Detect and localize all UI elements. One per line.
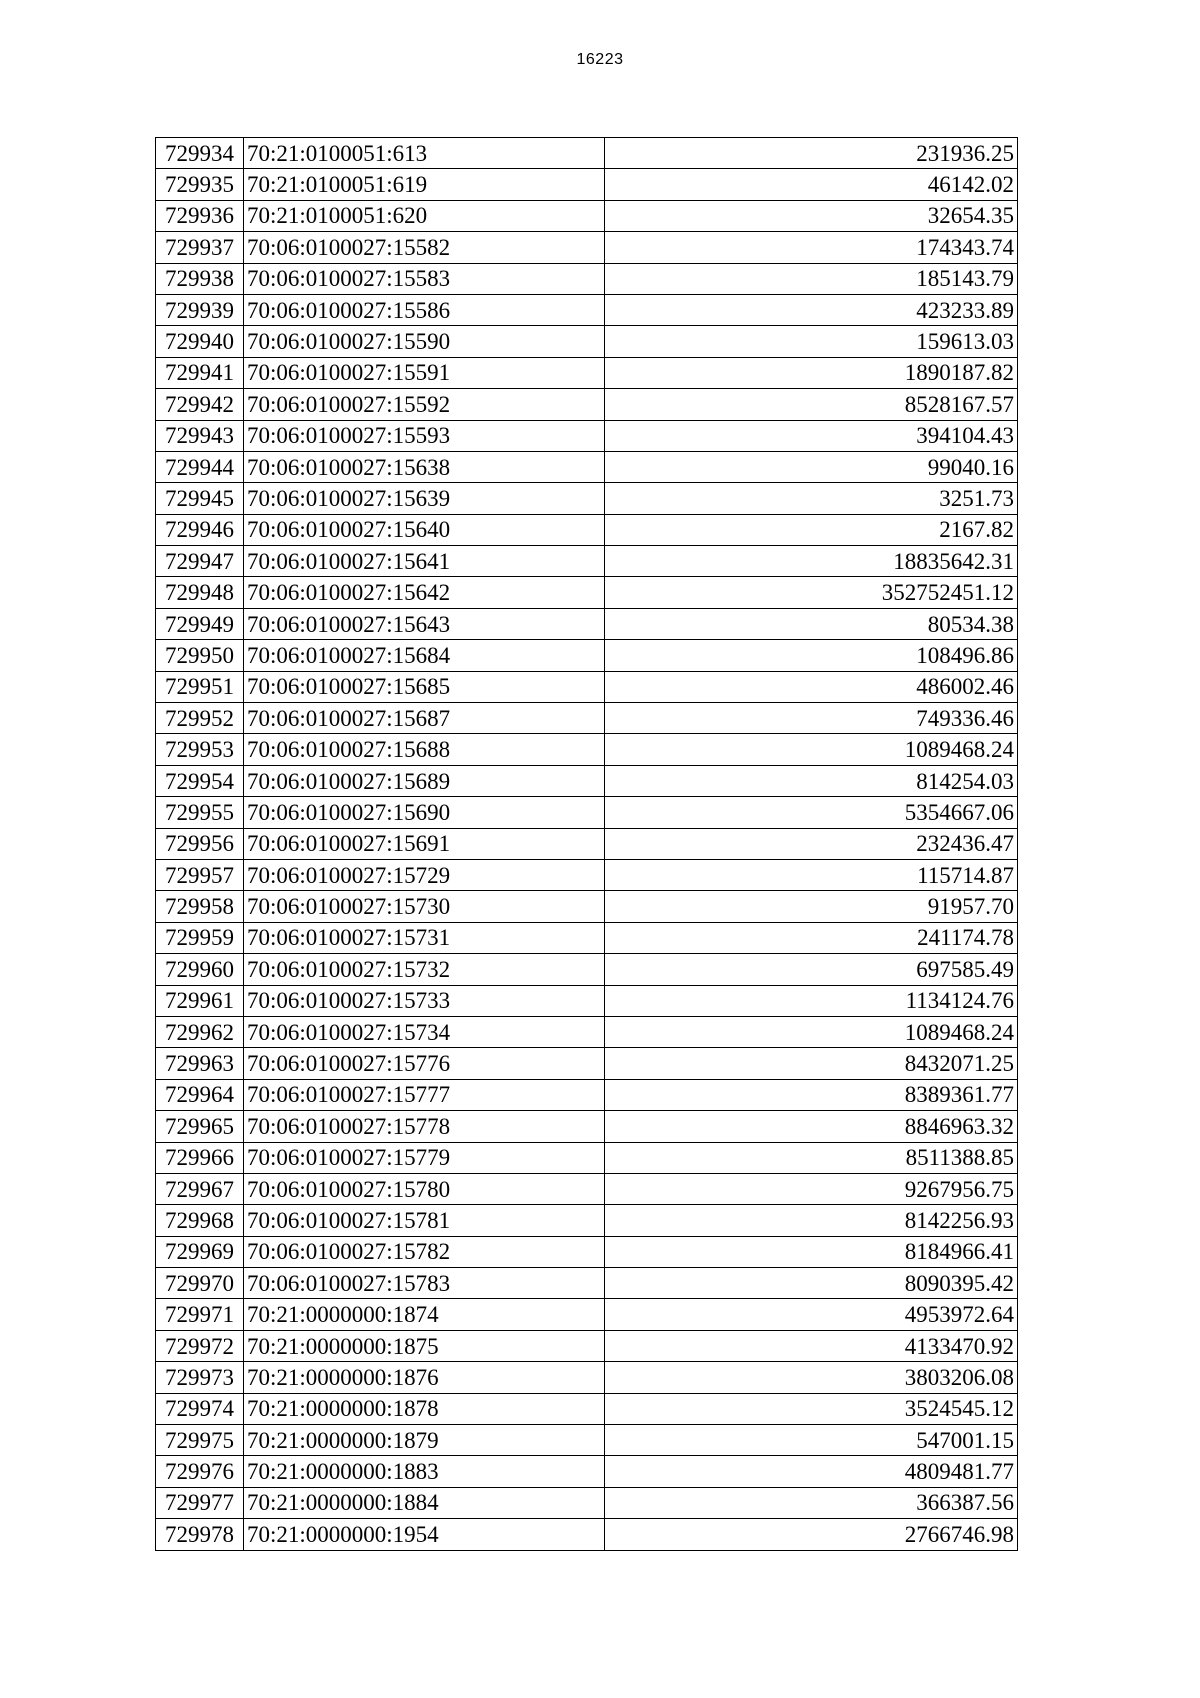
table-row [156,1142,1018,1173]
cadastral-number-cell: 70:21:0000000:1878 [244,1393,605,1424]
row-number-cell: 729950 [156,640,244,671]
row-number-cell: 729976 [156,1456,244,1487]
value-cell: 99040.16 [605,451,1018,482]
row-number-cell: 729953 [156,734,244,765]
cadastral-number-cell: 70:06:0100027:15592 [244,389,605,420]
table-row [156,546,1018,577]
row-number-cell: 729955 [156,797,244,828]
cadastral-number-cell: 70:06:0100027:15642 [244,577,605,608]
cadastral-number-cell: 70:06:0100027:15590 [244,326,605,357]
row-number-cell: 729963 [156,1048,244,1079]
value-cell: 91957.70 [605,891,1018,922]
row-number-cell: 729947 [156,546,244,577]
table-row [156,577,1018,608]
cadastral-number-cell: 70:06:0100027:15780 [244,1173,605,1204]
value-cell: 3803206.08 [605,1362,1018,1393]
row-number-cell: 729943 [156,420,244,451]
row-number-cell: 729936 [156,200,244,231]
cadastral-table [155,137,1018,1551]
value-cell: 2167.82 [605,514,1018,545]
value-cell: 8184966.41 [605,1236,1018,1267]
cadastral-number-cell: 70:06:0100027:15777 [244,1079,605,1110]
value-cell: 8090395.42 [605,1268,1018,1299]
row-number-cell: 729939 [156,294,244,325]
table-row [156,169,1018,200]
cadastral-number-cell: 70:06:0100027:15641 [244,546,605,577]
table-row [156,1205,1018,1236]
table-body [156,138,1018,1551]
row-number-cell: 729957 [156,859,244,890]
table-row [156,263,1018,294]
value-cell: 1089468.24 [605,1016,1018,1047]
cadastral-number-cell: 70:21:0100051:613 [244,138,605,169]
value-cell: 241174.78 [605,922,1018,953]
value-cell: 394104.43 [605,420,1018,451]
table-row [156,138,1018,169]
row-number-cell: 729949 [156,608,244,639]
row-number-cell: 729977 [156,1487,244,1518]
table-row [156,514,1018,545]
value-cell: 18835642.31 [605,546,1018,577]
value-cell: 8389361.77 [605,1079,1018,1110]
row-number-cell: 729954 [156,765,244,796]
cadastral-number-cell: 70:06:0100027:15691 [244,828,605,859]
row-number-cell: 729968 [156,1205,244,1236]
value-cell: 423233.89 [605,294,1018,325]
cadastral-number-cell: 70:06:0100027:15779 [244,1142,605,1173]
table-row [156,985,1018,1016]
cadastral-number-cell: 70:06:0100027:15586 [244,294,605,325]
value-cell: 5354667.06 [605,797,1018,828]
table-row [156,1079,1018,1110]
cadastral-number-cell: 70:06:0100027:15730 [244,891,605,922]
cadastral-number-cell: 70:06:0100027:15638 [244,451,605,482]
row-number-cell: 729956 [156,828,244,859]
value-cell: 8432071.25 [605,1048,1018,1079]
cadastral-number-cell: 70:06:0100027:15593 [244,420,605,451]
row-number-cell: 729946 [156,514,244,545]
table-row [156,640,1018,671]
row-number-cell: 729971 [156,1299,244,1330]
table-row [156,954,1018,985]
value-cell: 366387.56 [605,1487,1018,1518]
row-number-cell: 729969 [156,1236,244,1267]
cadastral-number-cell: 70:06:0100027:15689 [244,765,605,796]
cadastral-number-cell: 70:06:0100027:15582 [244,232,605,263]
cadastral-number-cell: 70:21:0100051:620 [244,200,605,231]
cadastral-number-cell: 70:06:0100027:15778 [244,1111,605,1142]
row-number-cell: 729942 [156,389,244,420]
table-row [156,1330,1018,1361]
row-number-cell: 729961 [156,985,244,1016]
cadastral-number-cell: 70:06:0100027:15688 [244,734,605,765]
row-number-cell: 729975 [156,1425,244,1456]
row-number-cell: 729970 [156,1268,244,1299]
value-cell: 159613.03 [605,326,1018,357]
value-cell: 814254.03 [605,765,1018,796]
table-row [156,357,1018,388]
cadastral-number-cell: 70:21:0000000:1883 [244,1456,605,1487]
row-number-cell: 729967 [156,1173,244,1204]
value-cell: 749336.46 [605,703,1018,734]
table-row [156,1299,1018,1330]
table-row [156,608,1018,639]
cadastral-number-cell: 70:06:0100027:15776 [244,1048,605,1079]
value-cell: 9267956.75 [605,1173,1018,1204]
table-row [156,891,1018,922]
cadastral-number-cell: 70:06:0100027:15687 [244,703,605,734]
cadastral-number-cell: 70:06:0100027:15583 [244,263,605,294]
row-number-cell: 729952 [156,703,244,734]
table-row [156,1362,1018,1393]
value-cell: 108496.86 [605,640,1018,671]
row-number-cell: 729944 [156,451,244,482]
value-cell: 2766746.98 [605,1519,1018,1550]
cadastral-number-cell: 70:06:0100027:15782 [244,1236,605,1267]
cadastral-number-cell: 70:21:0000000:1884 [244,1487,605,1518]
table-row [156,1487,1018,1518]
row-number-cell: 729958 [156,891,244,922]
table-row [156,1173,1018,1204]
table-row [156,1393,1018,1424]
row-number-cell: 729940 [156,326,244,357]
table-row [156,294,1018,325]
table-row [156,671,1018,702]
table-row [156,232,1018,263]
value-cell: 232436.47 [605,828,1018,859]
value-cell: 174343.74 [605,232,1018,263]
value-cell: 547001.15 [605,1425,1018,1456]
value-cell: 4133470.92 [605,1330,1018,1361]
row-number-cell: 729938 [156,263,244,294]
cadastral-number-cell: 70:06:0100027:15684 [244,640,605,671]
cadastral-number-cell: 70:06:0100027:15640 [244,514,605,545]
cadastral-number-cell: 70:06:0100027:15731 [244,922,605,953]
row-number-cell: 729974 [156,1393,244,1424]
table-row [156,859,1018,890]
value-cell: 231936.25 [605,138,1018,169]
row-number-cell: 729959 [156,922,244,953]
table-row [156,1268,1018,1299]
row-number-cell: 729941 [156,357,244,388]
table-row [156,1456,1018,1487]
value-cell: 8846963.32 [605,1111,1018,1142]
value-cell: 8511388.85 [605,1142,1018,1173]
row-number-cell: 729960 [156,954,244,985]
value-cell: 80534.38 [605,608,1018,639]
table-row [156,420,1018,451]
table-row [156,703,1018,734]
cadastral-number-cell: 70:06:0100027:15685 [244,671,605,702]
cadastral-number-cell: 70:21:0100051:619 [244,169,605,200]
value-cell: 4953972.64 [605,1299,1018,1330]
cadastral-number-cell: 70:06:0100027:15732 [244,954,605,985]
cadastral-number-cell: 70:06:0100027:15643 [244,608,605,639]
table-row [156,1236,1018,1267]
cadastral-number-cell: 70:21:0000000:1874 [244,1299,605,1330]
cadastral-number-cell: 70:06:0100027:15734 [244,1016,605,1047]
cadastral-number-cell: 70:06:0100027:15729 [244,859,605,890]
cadastral-number-cell: 70:06:0100027:15783 [244,1268,605,1299]
table-row [156,828,1018,859]
table-row [156,200,1018,231]
row-number-cell: 729934 [156,138,244,169]
row-number-cell: 729965 [156,1111,244,1142]
row-number-cell: 729973 [156,1362,244,1393]
value-cell: 3251.73 [605,483,1018,514]
row-number-cell: 729962 [156,1016,244,1047]
row-number-cell: 729964 [156,1079,244,1110]
table-row [156,389,1018,420]
row-number-cell: 729948 [156,577,244,608]
table-row [156,797,1018,828]
value-cell: 352752451.12 [605,577,1018,608]
cadastral-number-cell: 70:21:0000000:1875 [244,1330,605,1361]
table-row [156,326,1018,357]
table-row [156,1048,1018,1079]
table-row [156,1425,1018,1456]
table-row [156,1016,1018,1047]
cadastral-number-cell: 70:06:0100027:15733 [244,985,605,1016]
value-cell: 46142.02 [605,169,1018,200]
value-cell: 115714.87 [605,859,1018,890]
page-number: 16223 [576,51,624,68]
cadastral-number-cell: 70:21:0000000:1876 [244,1362,605,1393]
row-number-cell: 729951 [156,671,244,702]
value-cell: 697585.49 [605,954,1018,985]
value-cell: 3524545.12 [605,1393,1018,1424]
table-row [156,1111,1018,1142]
value-cell: 8528167.57 [605,389,1018,420]
row-number-cell: 729937 [156,232,244,263]
cadastral-number-cell: 70:06:0100027:15639 [244,483,605,514]
value-cell: 4809481.77 [605,1456,1018,1487]
cadastral-number-cell: 70:06:0100027:15781 [244,1205,605,1236]
cadastral-number-cell: 70:06:0100027:15591 [244,357,605,388]
row-number-cell: 729966 [156,1142,244,1173]
cadastral-number-cell: 70:21:0000000:1879 [244,1425,605,1456]
value-cell: 8142256.93 [605,1205,1018,1236]
row-number-cell: 729945 [156,483,244,514]
table-row [156,765,1018,796]
value-cell: 1134124.76 [605,985,1018,1016]
cadastral-number-cell: 70:06:0100027:15690 [244,797,605,828]
row-number-cell: 729972 [156,1330,244,1361]
table-row [156,483,1018,514]
table-row [156,734,1018,765]
table-row [156,451,1018,482]
value-cell: 1089468.24 [605,734,1018,765]
value-cell: 486002.46 [605,671,1018,702]
value-cell: 32654.35 [605,200,1018,231]
table-row [156,922,1018,953]
row-number-cell: 729978 [156,1519,244,1550]
cadastral-number-cell: 70:21:0000000:1954 [244,1519,605,1550]
value-cell: 1890187.82 [605,357,1018,388]
value-cell: 185143.79 [605,263,1018,294]
row-number-cell: 729935 [156,169,244,200]
table-row [156,1519,1018,1550]
